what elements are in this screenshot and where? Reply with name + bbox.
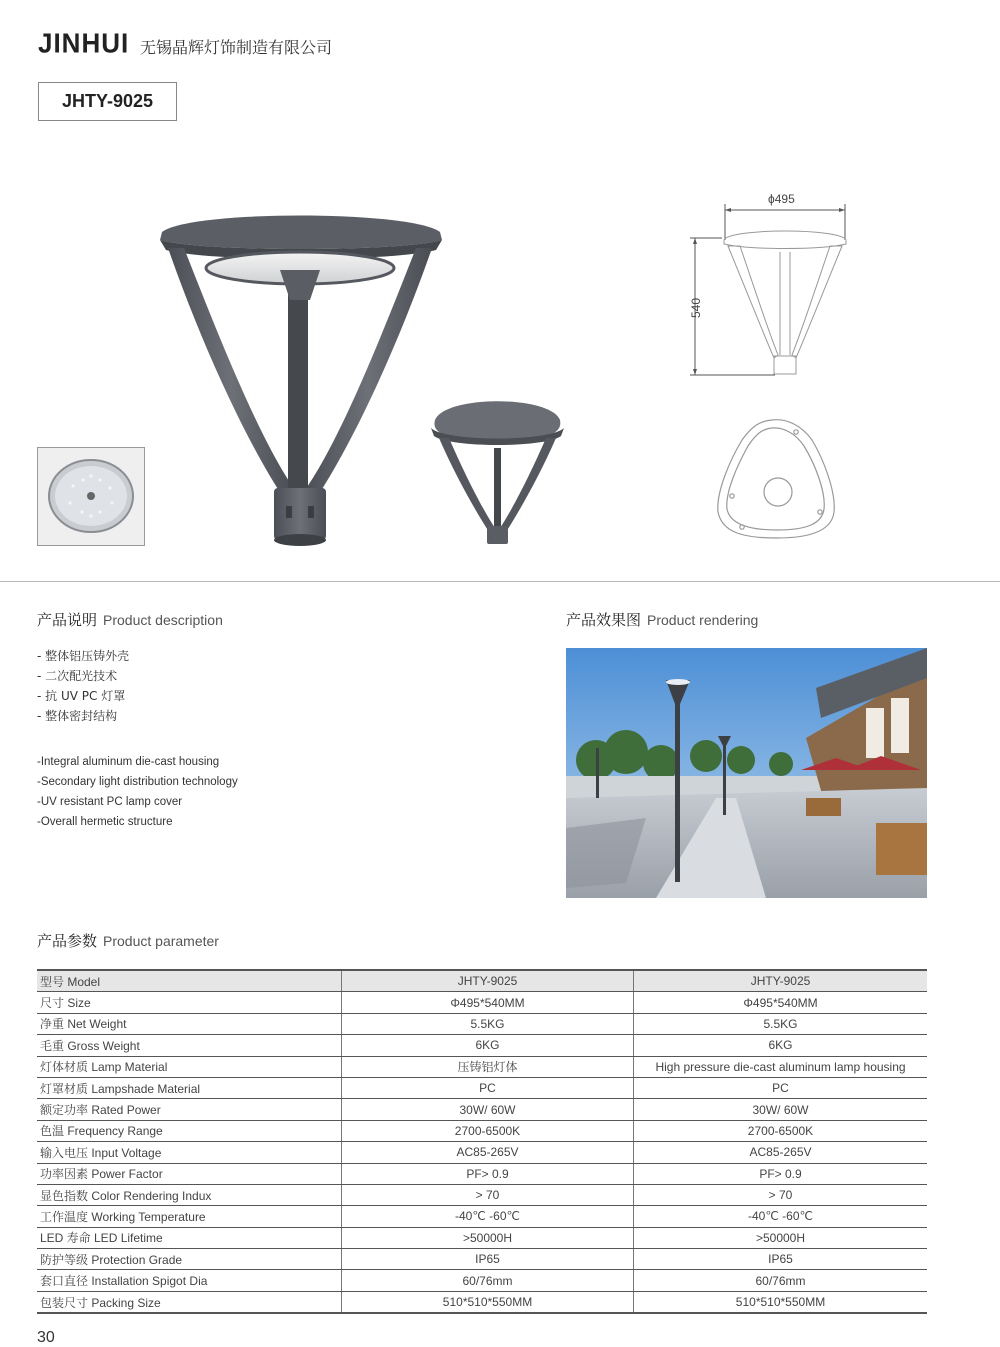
brand-logo: JINHUI	[38, 27, 130, 59]
parameter-title-en: Product parameter	[103, 933, 219, 949]
param-value-cell: > 70	[634, 1184, 928, 1205]
description-title-cn: 产品说明	[37, 611, 98, 629]
table-row	[37, 1163, 927, 1184]
param-value-cell: -40℃ -60℃	[342, 1206, 634, 1227]
param-value-cell: AC85-265V	[342, 1142, 634, 1163]
height-dimension-label: 540	[689, 297, 703, 318]
table-row	[37, 1184, 927, 1205]
param-value-cell: IP65	[342, 1249, 634, 1270]
table-row	[37, 1227, 927, 1248]
param-value-cell: PC	[634, 1077, 928, 1098]
feature-item: -Overall hermetic structure	[37, 816, 173, 828]
param-value-cell: 60/76mm	[634, 1270, 928, 1291]
param-value-cell: PF> 0.9	[634, 1163, 928, 1184]
feature-item: - 二次配光技术	[37, 669, 118, 683]
param-value-cell: 510*510*550MM	[634, 1291, 928, 1313]
param-name-cell: 显色指数 Color Rendering Indux	[37, 1184, 342, 1205]
lamp-small-image	[425, 390, 570, 550]
table-row	[37, 1120, 927, 1141]
param-name-cell: 输入电压 Input Voltage	[37, 1142, 342, 1163]
param-value-cell: 510*510*550MM	[342, 1291, 634, 1313]
param-value-cell: > 70	[342, 1184, 634, 1205]
param-value-cell: 2700-6500K	[634, 1120, 928, 1141]
param-value-cell: >50000H	[342, 1227, 634, 1248]
model-number-box: JHTY-9025	[38, 82, 177, 121]
param-value-cell: >50000H	[634, 1227, 928, 1248]
feature-item: -Integral aluminum die-cast housing	[37, 756, 220, 768]
product-rendering-photo	[566, 648, 927, 898]
param-value-cell: High pressure die-cast aluminum lamp housing	[634, 1056, 928, 1077]
param-value-cell: AC85-265V	[634, 1142, 928, 1163]
company-name: 无锡晶辉灯饰制造有限公司	[140, 38, 333, 57]
led-board-icon	[38, 448, 144, 545]
param-name-cell: 包装尺寸 Packing Size	[37, 1291, 342, 1313]
param-value-cell: 6KG	[634, 1035, 928, 1056]
table-row	[37, 1013, 927, 1034]
param-value-cell: IP65	[634, 1249, 928, 1270]
param-name-cell: 功率因素 Power Factor	[37, 1163, 342, 1184]
param-value-cell: PC	[342, 1077, 634, 1098]
param-value-cell: 压铸铝灯体	[342, 1056, 634, 1077]
param-value-cell: PF> 0.9	[342, 1163, 634, 1184]
param-name-cell: 色温 Frequency Range	[37, 1120, 342, 1141]
param-value-cell: -40℃ -60℃	[634, 1206, 928, 1227]
table-row	[37, 1142, 927, 1163]
table-row	[37, 1077, 927, 1098]
feature-item: - 抗 UV PC 灯罩	[37, 689, 126, 703]
param-name-cell: 防护等级 Protection Grade	[37, 1249, 342, 1270]
rendering-title-cn: 产品效果图	[566, 611, 642, 629]
dimension-drawing-top	[712, 412, 842, 547]
param-value-cell: JHTY-9025	[342, 970, 634, 992]
dimension-drawing-side	[680, 190, 860, 385]
feature-item: -UV resistant PC lamp cover	[37, 796, 183, 808]
feature-list-en	[37, 752, 238, 832]
table-row	[37, 1249, 927, 1270]
feature-item: - 整体铝压铸外壳	[37, 649, 130, 663]
rendering-title-en: Product rendering	[647, 612, 759, 628]
param-value-cell: 30W/ 60W	[634, 1099, 928, 1120]
table-row	[37, 1056, 927, 1077]
section-divider	[0, 581, 1000, 582]
param-name-cell: 额定功率 Rated Power	[37, 1099, 342, 1120]
feature-list-cn	[37, 646, 129, 726]
parameter-heading	[37, 930, 219, 951]
param-value-cell: 2700-6500K	[342, 1120, 634, 1141]
param-name-cell: 灯体材质 Lamp Material	[37, 1056, 342, 1077]
page-number: 30	[37, 1329, 55, 1346]
table-row	[37, 1206, 927, 1227]
param-name-cell: 尺寸 Size	[37, 992, 342, 1013]
param-value-cell: 30W/ 60W	[342, 1099, 634, 1120]
param-name-cell: 套口直径 Installation Spigot Dia	[37, 1270, 342, 1291]
param-value-cell: 5.5KG	[634, 1013, 928, 1034]
description-title-en: Product description	[103, 612, 223, 628]
param-value-cell: 5.5KG	[342, 1013, 634, 1034]
table-header-row	[37, 970, 927, 992]
param-name-cell: 净重 Net Weight	[37, 1013, 342, 1034]
lamp-main-image	[150, 200, 450, 555]
led-module-thumbnail	[37, 447, 145, 546]
table-row	[37, 1270, 927, 1291]
diameter-dimension-label: ϕ495	[768, 192, 795, 206]
param-value-cell: 6KG	[342, 1035, 634, 1056]
parameter-title-cn: 产品参数	[37, 932, 98, 950]
description-heading	[37, 609, 223, 630]
feature-item: -Secondary light distribution technology	[37, 776, 238, 788]
rendering-heading	[566, 609, 758, 630]
parameter-table	[37, 969, 927, 1314]
table-row	[37, 1099, 927, 1120]
feature-item: - 整体密封结构	[37, 709, 118, 723]
param-name-cell: 工作温度 Working Temperature	[37, 1206, 342, 1227]
param-name-cell: LED 寿命 LED Lifetime	[37, 1227, 342, 1248]
table-row	[37, 992, 927, 1013]
table-row	[37, 1291, 927, 1313]
param-name-cell: 灯罩材质 Lampshade Material	[37, 1077, 342, 1098]
param-value-cell: Φ495*540MM	[634, 992, 928, 1013]
param-value-cell: JHTY-9025	[634, 970, 928, 992]
param-name-cell: 毛重 Gross Weight	[37, 1035, 342, 1056]
table-row	[37, 1035, 927, 1056]
param-value-cell: 60/76mm	[342, 1270, 634, 1291]
param-name-cell: 型号 Model	[37, 970, 342, 992]
param-value-cell: Φ495*540MM	[342, 992, 634, 1013]
